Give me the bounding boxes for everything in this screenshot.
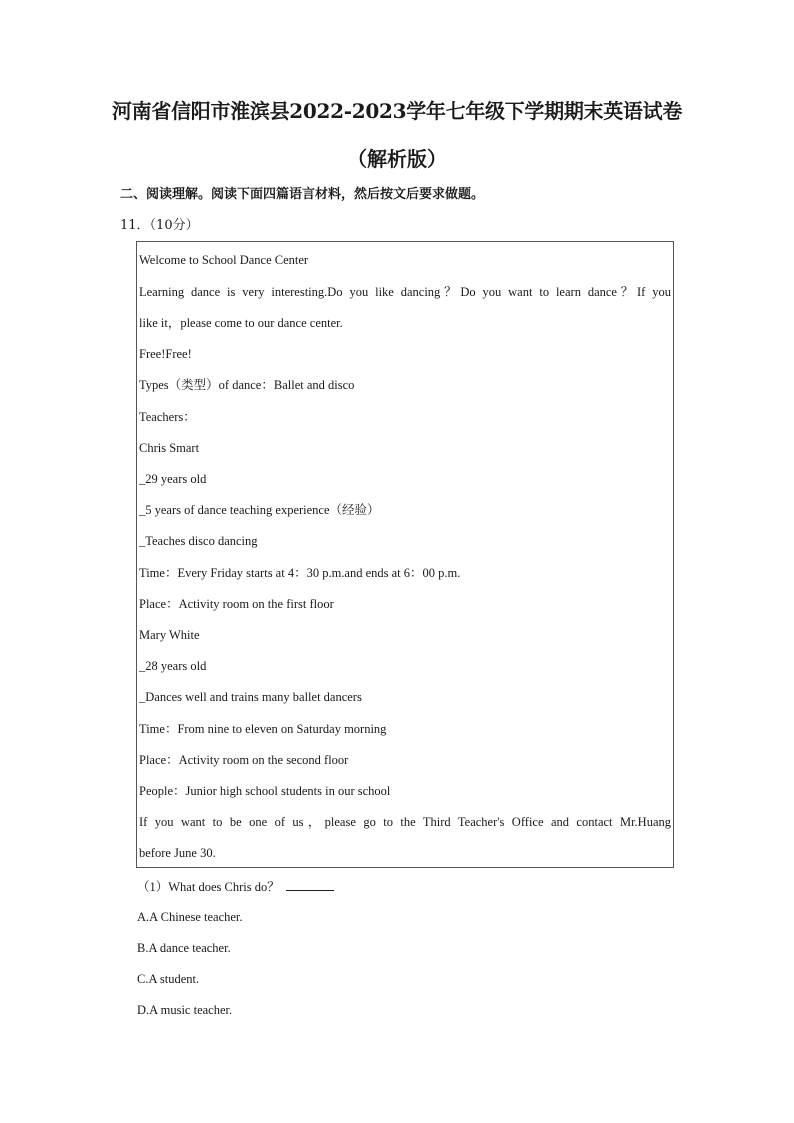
passage-line: _Dances well and trains many ballet dancers — [139, 690, 362, 704]
passage-line: _5 years of dance teaching experience（经验） — [139, 503, 380, 517]
passage-line: Teachers： — [139, 410, 196, 424]
answer-blank[interactable] — [286, 878, 334, 891]
option-c: C.A student. — [137, 972, 200, 986]
page-title: 河南省信阳市淮滨县2022-2023学年七年级下学期期末英语试卷 — [111, 99, 683, 123]
question-prompt: （1）What does Chris do？ — [137, 880, 280, 894]
passage-line: like it，please come to our dance center. — [139, 316, 343, 330]
passage-line: Place：Activity room on the second floor — [139, 753, 349, 767]
passage-line: Welcome to School Dance Center — [139, 253, 309, 267]
passage-line: Learning dance is very interesting.Do you like dancing？Do you want to learn dance？If you — [139, 285, 671, 299]
passage-line: Time：Every Friday starts at 4：30 p.m.and ends at 6：00 p.m. — [139, 566, 461, 580]
passage-line: _29 years old — [139, 472, 207, 486]
question-number: 11．（10分） — [120, 218, 199, 233]
passage-line: _28 years old — [139, 659, 207, 673]
passage-line: Time：From nine to eleven on Saturday morning — [139, 722, 387, 736]
passage-line: Mary White — [139, 628, 200, 642]
question-prompt-row — [137, 878, 334, 895]
passage-line: before June 30. — [139, 846, 216, 860]
passage-line: _Teaches disco dancing — [139, 534, 258, 548]
passage-line: Types（类型）of dance：Ballet and disco — [139, 378, 355, 392]
section-heading: 二、阅读理解。阅读下面四篇语言材料，然后按文后要求做题。 — [120, 187, 485, 202]
passage-line: People：Junior high school students in our school — [139, 784, 391, 798]
option-d: D.A music teacher. — [137, 1003, 233, 1017]
passage-line: Free!Free! — [139, 347, 192, 361]
passage-box — [136, 241, 674, 868]
passage-line: If you want to be one of us，please go to the Third Teacher's Office and contact Mr.Huang — [139, 815, 671, 829]
passage-line: Chris Smart — [139, 441, 200, 455]
option-a: A.A Chinese teacher. — [137, 910, 243, 924]
page-subtitle: （解析版） — [347, 147, 447, 171]
option-b: B.A dance teacher. — [137, 941, 231, 955]
passage-line: Place：Activity room on the first floor — [139, 597, 334, 611]
